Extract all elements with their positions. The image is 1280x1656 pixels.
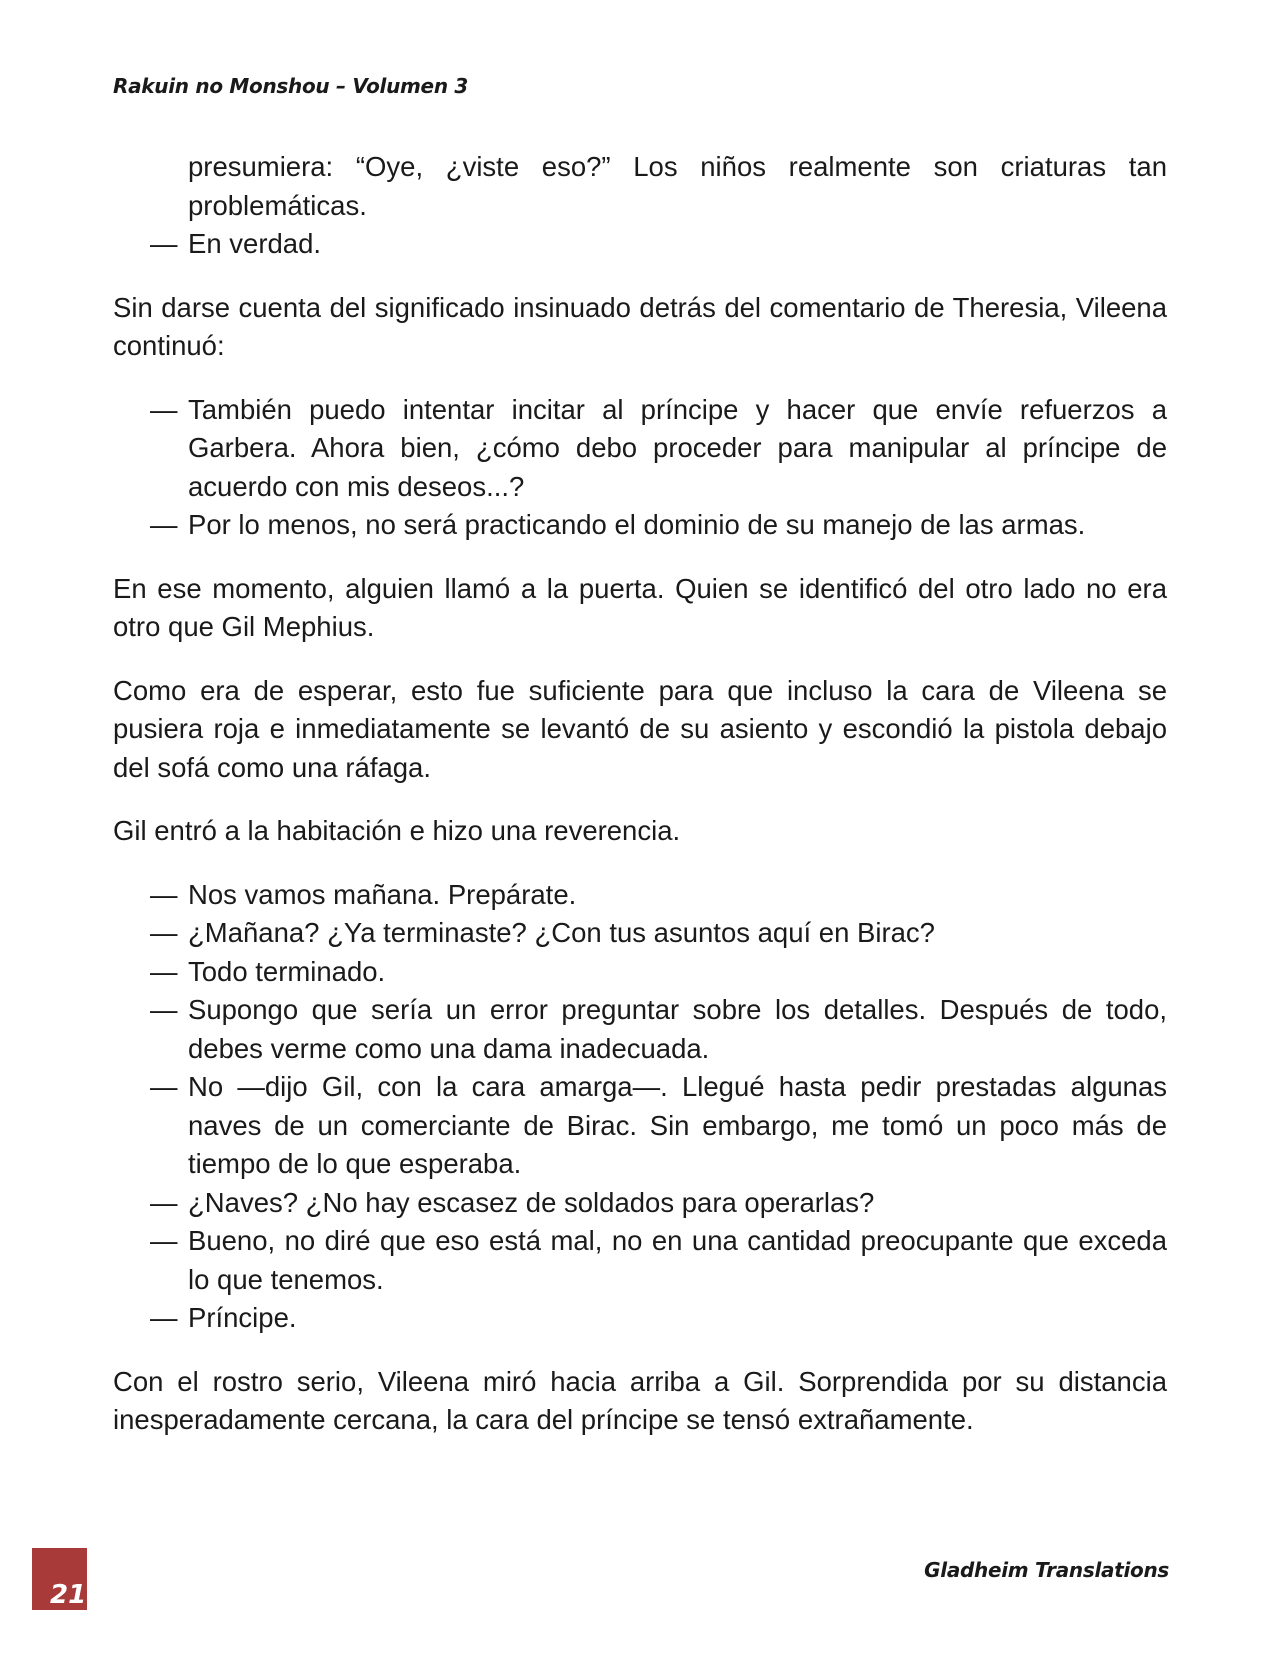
dialogue-dash: —: [150, 1225, 178, 1256]
dialogue-line: [113, 1222, 1167, 1299]
dialogue-line: [113, 225, 1167, 264]
dialogue-line: [113, 391, 1167, 507]
narration-paragraph: Con el rostro serio, Vileena miró hacia arriba a Gil. Sorprendida por su distancia inesperadamente cercana, la cara del príncipe se tensó extrañamente.: [113, 1365, 1167, 1435]
dialogue-text: ¿Mañana? ¿Ya terminaste? ¿Con tus asuntos aquí en Birac?: [188, 917, 935, 948]
page-body: [113, 148, 1167, 1465]
dialogue-line: [113, 876, 1167, 915]
dialogue-line: [113, 953, 1167, 992]
narration-paragraph: Gil entró a la habitación e hizo una reverencia.: [113, 815, 681, 846]
dialogue-text: ¿Naves? ¿No hay escasez de soldados para operarlas?: [188, 1186, 875, 1218]
dialogue-group: [113, 876, 1167, 1338]
text-blocks: [113, 225, 1167, 1440]
dialogue-line: [113, 1068, 1167, 1184]
dialogue-text: En verdad.: [188, 228, 322, 259]
dialogue-group: [113, 391, 1167, 545]
narration-paragraph: En ese momento, alguien llamó a la puerta. Quien se identificó del otro lado no era otro que Gil Mephius.: [113, 572, 1167, 642]
dialogue-text: No —dijo Gil, con la cara amarga—. Llegué hasta pedir prestadas algunas naves de un comerciante de Birac. Sin embargo, me tomó un poco más de tiempo de lo que esperaba.: [188, 1071, 1167, 1179]
page-number-underline: [32, 1610, 87, 1612]
dialogue-group: [113, 225, 1167, 264]
dialogue-line: [113, 914, 1167, 953]
page-number: 21: [50, 1580, 87, 1610]
dialogue-line: [113, 506, 1167, 545]
dialogue-dash: —: [150, 509, 178, 540]
dialogue-line: [113, 1184, 1167, 1223]
dialogue-line: [113, 991, 1167, 1068]
dialogue-dash: —: [150, 1071, 178, 1102]
dialogue-text: Todo terminado.: [188, 955, 386, 987]
dialogue-line: [113, 1299, 1167, 1338]
continued-dialogue-line: presumiera: “Oye, ¿viste eso?” Los niños realmente son criaturas tan problemáticas.: [188, 151, 1167, 221]
dialogue-text: Príncipe.: [188, 1302, 297, 1333]
dialogue-text: Nos vamos mañana. Prepárate.: [188, 878, 577, 910]
narration-paragraph: Como era de esperar, esto fue suficiente para que incluso la cara de Vileena se pusiera roja e inmediatamente se levantó de su asiento y escondió la pistola debajo del sofá como una ráfaga.: [113, 674, 1167, 783]
narration-paragraph: Sin darse cuenta del significado insinuado detrás del comentario de Theresia, Vileena continuó:: [113, 291, 1167, 361]
dialogue-dash: —: [150, 393, 178, 425]
page-header: Rakuin no Monshou – Volumen 3: [113, 74, 469, 98]
dialogue-dash: —: [150, 228, 178, 259]
dialogue-text: Bueno, no diré que eso está mal, no en una cantidad preocupante que exceda lo que tenemos.: [188, 1225, 1167, 1295]
dialogue-dash: —: [150, 1302, 178, 1333]
dialogue-text: Supongo que sería un error preguntar sobre los detalles. Después de todo, debes verme como una dama inadecuada.: [188, 994, 1167, 1064]
translator-credit: Gladheim Translations: [924, 1558, 1169, 1582]
dialogue-text: Por lo menos, no será practicando el dominio de su manejo de las armas.: [188, 509, 1086, 540]
dialogue-dash: —: [150, 1186, 178, 1218]
dialogue-text: También puedo intentar incitar al príncipe y hacer que envíe refuerzos a Garbera. Ahora bien, ¿cómo debo proceder para manipular al príncipe de acuerdo con mis deseos...?: [188, 393, 1167, 502]
dialogue-dash: —: [150, 955, 178, 987]
dialogue-dash: —: [150, 878, 178, 910]
dialogue-dash: —: [150, 994, 178, 1025]
dialogue-dash: —: [150, 917, 178, 948]
